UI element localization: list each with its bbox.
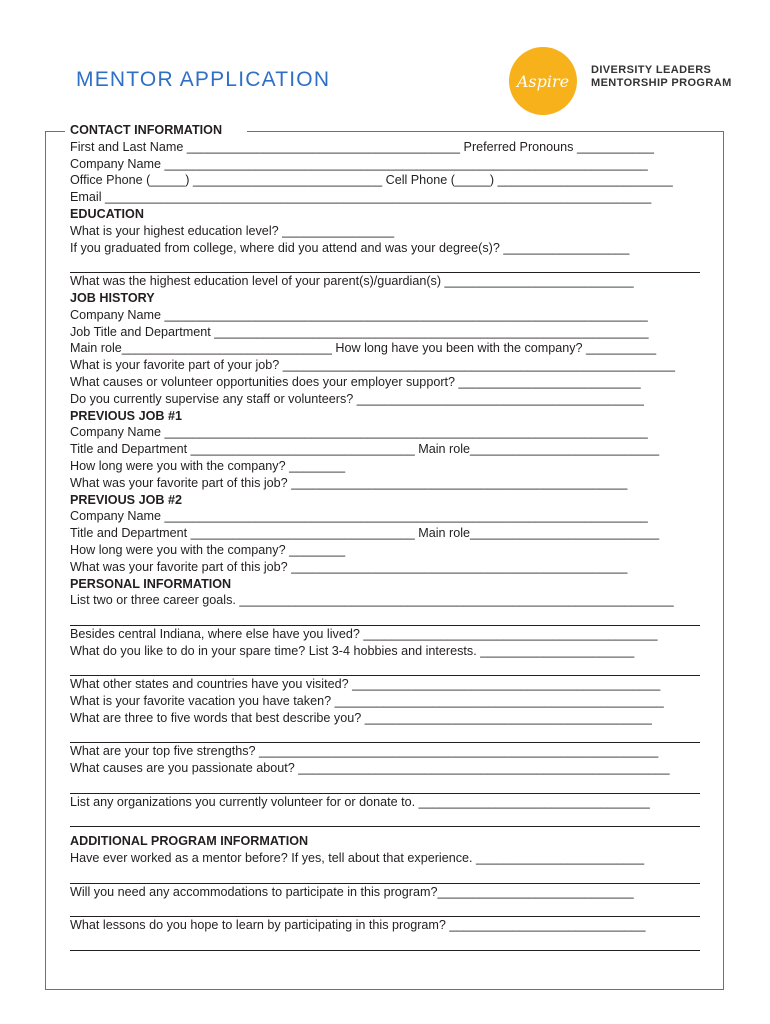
section-heading: CONTACT INFORMATION: [70, 123, 223, 137]
program-name: [591, 64, 732, 90]
answer-line[interactable]: [70, 727, 700, 744]
form-field[interactable]: Title and Department ________________________________ Main role___________________________: [70, 442, 660, 457]
form-field[interactable]: Job Title and Department ______________________________________________________________: [70, 324, 649, 339]
logo-text: Aspire: [516, 71, 570, 91]
form-field[interactable]: List two or three career goals. ______________________________________________________________: [70, 593, 674, 608]
form-field[interactable]: Company Name _____________________________________________________________________: [70, 307, 648, 322]
answer-line[interactable]: [70, 934, 700, 951]
answer-line[interactable]: [70, 901, 700, 918]
form-field[interactable]: What are your top five strengths? _________________________________________________________: [70, 744, 659, 759]
program-name-line-1: DIVERSITY LEADERS: [591, 64, 712, 76]
form-field[interactable]: How long were you with the company? ________: [70, 458, 346, 473]
form-field[interactable]: Company Name _____________________________________________________________________: [70, 509, 648, 524]
section-heading: PREVIOUS JOB #1: [70, 408, 182, 423]
form-field[interactable]: Office Phone (_____) ___________________________ Cell Phone (_____) _________________________: [70, 173, 673, 188]
form-field[interactable]: Do you currently supervise any staff or volunteers? _________________________________________: [70, 391, 644, 406]
section-heading: PERSONAL INFORMATION: [70, 576, 232, 591]
answer-line[interactable]: [70, 660, 700, 677]
form-field[interactable]: Main role______________________________ How long have you been with the company? __________: [70, 341, 657, 356]
form-field[interactable]: What is your highest education level? ________________: [70, 223, 395, 238]
form-field[interactable]: Besides central Indiana, where else have you lived? __________________________________________: [70, 626, 658, 641]
form-field[interactable]: What was your favorite part of this job? ________________________________________________: [70, 475, 628, 490]
form-field[interactable]: Title and Department ________________________________ Main role___________________________: [70, 526, 660, 541]
form-field[interactable]: What was your favorite part of this job? ________________________________________________: [70, 559, 628, 574]
form-field[interactable]: Company Name _____________________________________________________________________: [70, 425, 648, 440]
answer-line[interactable]: [70, 609, 700, 626]
form-field[interactable]: What are three to five words that best describe you? _________________________________________: [70, 710, 652, 725]
section-heading: EDUCATION: [70, 206, 144, 221]
application-form: [70, 122, 700, 951]
section-heading: PREVIOUS JOB #2: [70, 492, 182, 507]
form-field[interactable]: If you graduated from college, where did you attend and was your degree(s)? __________________: [70, 240, 630, 255]
form-field[interactable]: Will you need any accommodations to participate in this program?____________________________: [70, 884, 634, 899]
program-name-line-2: MENTORSHIP PROGRAM: [591, 77, 732, 89]
form-field[interactable]: First and Last Name _______________________________________ Preferred Pronouns ___________: [70, 139, 654, 154]
page-title: MENTOR APPLICATION: [76, 68, 331, 91]
form-field[interactable]: What is your favorite vacation you have taken? _______________________________________________: [70, 694, 664, 709]
answer-line[interactable]: [70, 867, 700, 884]
form-field[interactable]: What other states and countries have you visited? ____________________________________________: [70, 677, 661, 692]
form-field[interactable]: Email ______________________________________________________________________________: [70, 190, 652, 205]
form-field[interactable]: What causes are you passionate about? _____________________________________________________: [70, 761, 670, 776]
section-heading: ADDITIONAL PROGRAM INFORMATION: [70, 834, 309, 849]
form-field[interactable]: What do you like to do in your spare time? List 3-4 hobbies and interests. ______________________: [70, 643, 635, 658]
form-field[interactable]: How long were you with the company? ________: [70, 542, 346, 557]
form-field[interactable]: List any organizations you currently volunteer for or donate to. _________________________________: [70, 794, 650, 809]
form-field[interactable]: What is your favorite part of your job? ________________________________________________________: [70, 358, 676, 373]
section-heading: JOB HISTORY: [70, 290, 155, 305]
form-field[interactable]: Have ever worked as a mentor before? If yes, tell about that experience. ________________________: [70, 851, 645, 866]
form-field[interactable]: What was the highest education level of your parent(s)/guardian(s) ___________________________: [70, 274, 634, 289]
aspire-logo: [509, 47, 577, 115]
frame-top-border-left: [45, 131, 65, 132]
form-field[interactable]: What lessons do you hope to learn by participating in this program? ____________________________: [70, 918, 646, 933]
answer-line[interactable]: [70, 256, 700, 273]
answer-line[interactable]: [70, 777, 700, 794]
form-field[interactable]: What causes or volunteer opportunities does your employer support? __________________________: [70, 374, 641, 389]
answer-line[interactable]: [70, 811, 700, 828]
form-field[interactable]: Company Name _____________________________________________________________________: [70, 156, 648, 171]
